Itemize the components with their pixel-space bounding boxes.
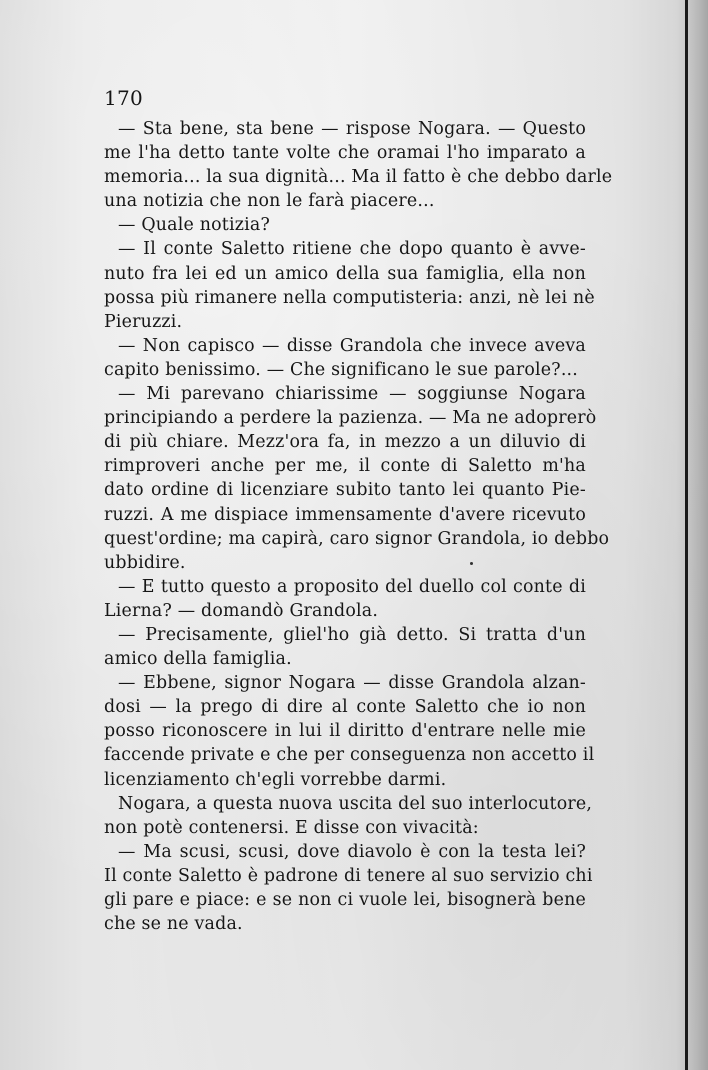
text-line: me l'ha detto tante volte che oramai l'ho imparato a: [104, 143, 586, 164]
text-line: dato ordine di licenziare subito tanto lei quanto Pie-: [104, 480, 586, 501]
text-line: dosi — la prego di dire al conte Saletto che io non: [104, 697, 586, 718]
text-line: di più chiare. Mezz'ora fa, in mezzo a un diluvio di: [104, 432, 586, 453]
text-line: nuto fra lei ed un amico della sua famiglia, ella non: [104, 263, 586, 284]
text-line: memoria... la sua dignità... Ma il fatto è che debbo darle: [104, 167, 613, 188]
text-line: — Mi parevano chiarissime — soggiunse Nogara: [118, 384, 586, 405]
text-line: licenziamento ch'egli vorrebbe darmi.: [104, 769, 447, 790]
body-text: [104, 117, 613, 936]
text-line: principiando a perdere la pazienza. — Ma ne adoprerò: [104, 408, 597, 429]
text-line: capito benissimo. — Che significano le sue parole?...: [104, 359, 578, 380]
text-line: gli pare e piace: e se non ci vuole lei, bisognerà bene: [104, 890, 586, 910]
text-line: amico della famiglia.: [104, 649, 292, 670]
text-line: possa più rimanere nella computisteria: anzi, nè lei nè: [104, 287, 595, 308]
ink-speck: [470, 562, 473, 565]
text-line: — Precisamente, gliel'ho già detto. Si tratta d'un: [118, 624, 586, 645]
text-line: — Non capisco — disse Grandola che invece aveva: [118, 335, 586, 356]
text-line: — Quale notizia?: [118, 215, 270, 236]
text-line: Lierna? — domandò Grandola.: [104, 600, 379, 621]
text-line: — E tutto questo a proposito del duello col conte di: [118, 576, 586, 597]
text-line: — Ebbene, signor Nogara — disse Grandola alzan-: [118, 673, 586, 694]
page-spine-shadow: [676, 0, 708, 1070]
text-line: quest'ordine; ma capirà, caro signor Grandola, io debbo: [104, 528, 610, 549]
text-line: — Ma scusi, scusi, dove diavolo è con la testa lei?: [118, 841, 586, 862]
page-number: 170: [104, 86, 144, 110]
text-line: Pieruzzi.: [104, 311, 183, 332]
text-line: che se ne vada.: [104, 914, 243, 935]
text-line: faccende private e che per conseguenza non accetto il: [104, 745, 595, 766]
text-line: non potè contenersi. E disse con vivacità:: [104, 817, 479, 838]
text-line: — Il conte Saletto ritiene che dopo quanto è avve-: [118, 239, 586, 260]
text-line: — Sta bene, sta bene — rispose Nogara. — Questo: [118, 119, 586, 139]
text-line: Il conte Saletto è padrone di tenere al suo servizio chi: [104, 865, 593, 886]
text-line: rimproveri anche per me, il conte di Saletto m'ha: [104, 456, 586, 477]
page-spine-edge: [685, 0, 688, 1070]
text-line: ruzzi. A me dispiace immensamente d'avere ricevuto: [104, 504, 586, 525]
text-line: Nogara, a questa nuova uscita del suo interlocutore,: [118, 793, 593, 814]
text-line: posso riconoscere in lui il diritto d'entrare nelle mie: [104, 721, 586, 742]
text-line: una notizia che non le farà piacere...: [104, 191, 435, 212]
text-line: ubbidire.: [104, 552, 186, 573]
